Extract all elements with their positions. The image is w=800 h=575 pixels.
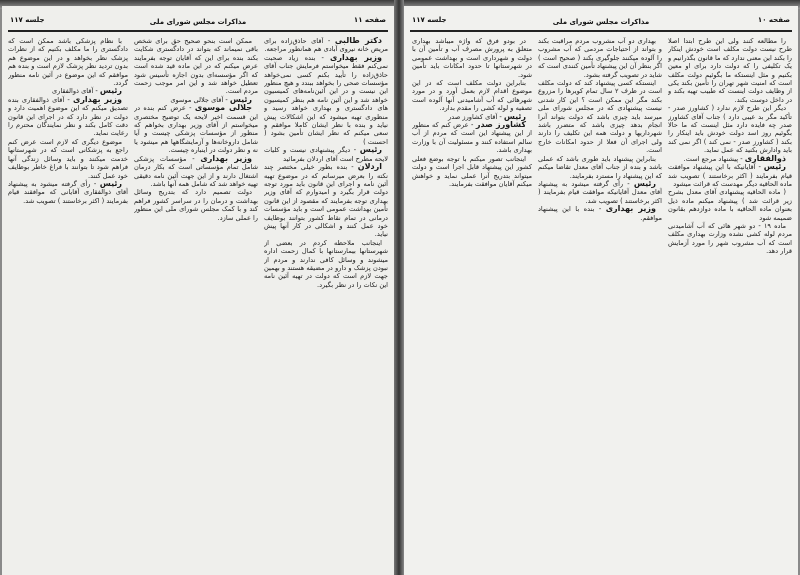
paragraph-text: اینجانب ملاحظه کردم در بعضی از شهرستانها بیمارستانها با کمال زحمت اداره میشوند و وسائل کافی ندارند و مردم از نبودن پزشک و دارو در مضیقه هستند و بهمین جهت لازم است که دولت در تهیه آئین نامه این نکات را در نظر بگیرد. [264,238,388,289]
paragraph [538,155,662,180]
paragraph [538,37,662,79]
paragraph-text: بنابراین پیشنهاد باید طوری باشد که عملی باشد و بنده از جناب آقای معدل تقاضا میکنم که این پیشنهاد را مسترد بفرمایند. [538,154,662,180]
session-number: جلسه ۱۱۷ [412,16,447,24]
paragraph-text: - رأی گرفته میشود به پیشنهاد آقای معدل آقایانیکه موافقت قیام بفرمایند ( اکثر برخاستند ) تصویب شد. [538,179,662,205]
speaker-name: رئیس [229,94,252,104]
book-gutter [394,0,404,575]
paragraph-text: - آقای جلالی موسوی [170,95,228,104]
paragraph-text: - پیشنهاد مرجع است. [683,154,743,163]
speaker-name: رئیس [503,111,526,121]
paragraph-text: موضوع دیگری که لازم است عرض کنم راجع به پزشکانی است که در شهرستانها خدمت میکنند و باید وسائل زندگی آنها فراهم شود تا بتوانند با فراغ خاطر بوظایف خود عمل کنند. [8,137,128,180]
paragraph [8,180,128,205]
paragraph [412,121,532,155]
right-page [404,6,798,575]
header-rule [410,30,792,32]
paragraph [134,188,258,222]
speaker-name: رئیس [99,86,122,96]
paragraph-text: ( ماده الحاقیه پیشنهادی آقای معدل بشرح زیر قرائت شد ) پیشنهاد میکنم ماده ذیل بعنوان ماده الحاقیه با ماده دوازدهم بقانون ضمیمه شود [668,188,792,222]
paragraph-text: - عرض کنم بنده در این قسمت اخیر لایحه یک توضیح مختصری میخواستم از آقای وزیر بهداری بخواهم که منظور از مؤسسات پزشکی چیست و آیا شامل داروخانه‌ها و آزمایشگاهها هم میشود یا نه و نظر دولت در اینباره چیست. [134,104,258,155]
paragraph [412,37,532,79]
text-column [8,37,128,571]
paragraph [264,37,388,54]
speaker-name: ذوالفقاری [744,153,786,163]
paragraph-text: - بنده با این پیشنهاد موافقم. [538,205,662,222]
paragraph-text: ماده ۱۹ - دو شهر هائی که آب آشامیدنی مردم لوله کشی نشده وزارت بهداری مکلف است که آب مشروب شهر را مورد آزمایش قرار دهد. [668,221,792,256]
speaker-name: وزیر بهداری [200,153,252,163]
running-title: مذاکرات مجلس شورای ملی [149,18,247,26]
paragraph-text: - آقای ذوالفقاری [51,87,98,96]
paragraph-text: را مطالعه کنند ولی این طرح ابتدا اصلا طرح نیست دولت مکلف است خودش اینکار را بکند این معنی ندارد که ما قانون بگذرانیم و یک تکلیفی را که دولت دارد برای او معین بکنیم و مثل اینستکه ما بگوئیم دولت مکلف است که امنیت شهر تهران را تأمین بکند یکی از وظایف دولت اینست که طبیب تهیه بکند و در داخل دوست بکند. [668,37,792,104]
speaker-name: وزیر بهداری [330,52,382,62]
paragraph-text: ممکن است بنحو صحیح حق برای شخص باقی نمیماند که بتواند در دادگستری شکایت بکند بنده برای این که آقایان توجه بفرمایند عرض میکنم که در این ماده قید شده است که اگر مؤسسه‌ای بدون اجازه تأسیس شود تعطیل خواهد شد و این امر موجب زحمت مردم است. [134,37,258,96]
speaker-name: اردلان [357,162,382,172]
paragraph-text: - عرض کنم که منظور از این پیشنهاد این است که مردم از آب سالم استفاده کنند و مسئولیت آن با وزارت بهداری باشد. [412,121,532,155]
paragraph [412,79,532,113]
paragraph [264,54,388,146]
page-number: صفحه ۱۱ [353,16,386,24]
session-number: جلسه ۱۱۷ [10,16,45,24]
paragraph [134,155,258,189]
speaker-name: رئیس [359,145,382,155]
running-title: مذاکرات مجلس شورای ملی [552,18,650,26]
paragraph [412,155,532,189]
page-number: صفحه ۱۰ [757,16,790,24]
paragraph-text: - آقایانیکه با این پیشنهاد موافقت قیام بفرمایند ( اکثر برخاستند ) تصویب شد ماده الحاقیه دیگر مهدست که قرائت میشود [668,163,792,188]
paragraph-text: بهداری دو آب مشروب مردم مراقبت بکند و بتواند از احتیاجات مردمی که آب مشروب را آلوده میکنند جلوگیری بکند ( صحیح است ) اگر بنظر آن این پیشنهاد تأمین کنندی است که شاید در تصویب گرفته بشود. [538,37,662,79]
paragraph [134,104,258,154]
paragraph-text: دولت تصمیم دارد که بتدریج وسائل بهداشت و درمان را در سراسر کشور فراهم کند و با کمک مجلس شورای ملی این منظور را عملی سازد. [134,188,258,222]
speaker-name: رئیس [763,162,786,172]
page-header [412,14,790,28]
text-column [668,37,792,571]
speaker-name: کشاورز صدر [475,120,526,130]
paragraph-text: - بنده بطور خیلی مختصر چند نکته را بعرض میرسانم که در موضوع تهیه آئین نامه و اجرای این قانون باید مورد توجه دولت قرار بگیرد و امیدوارم که آقای وزیر بهداری توجه بفرمایند که مقصود از این قانون تأمین بهداشت عمومی است و باید مؤسسات درمانی در تمام نقاط کشور بتوانند بوظایف خود عمل کنند و اشکالی در کار آنها پیش نیاید. [264,163,388,239]
paragraph [264,239,388,289]
speaker-name: وزیر بهداری [72,94,122,104]
paragraph [668,104,792,154]
paragraph-text: اینستکه کسی پیشنهاد کند که دولت مکلف است در ظرف ۲ سال تمام کویرها را مزروع بکند مگر این ممکن است ؟ این کار شدنی نیست پیشنهادی که در مجلس شورای ملی میرسد باید چیزی باشد که دولت بتواند آنرا انجام بدهد چیزی باشد که متضرر باشد شهرداریها و دولت همه این تکلیف را دارند ولی اجرای آن فعلا از حدود امکانات خارج است. [538,79,662,155]
text-column [538,37,662,571]
paragraph [538,79,662,155]
paragraph-text: دیگر این طرح لازم ندارد ( کشاورز صدر - تأکید مگر بد عیبی دارد ) جناب آقای کشاورز صدر چه فایده دارد مثل اینست که ما حالا بگوئیم روز اسد دولت خودش باید اینکار را بکند ( کشاورز صدر - نمی کند ) اگر نمی کند باید وادارش بکنید که عمل نماید. [668,104,792,155]
paragraph-text: - مؤسسات پزشکی شامل تمام مؤسساتی است که بکار درمان اشتغال دارند و از این جهت آئین نامه دقیقی تهیه خواهد شد که شامل همه آنها باشد. [134,154,258,188]
paragraph [264,163,388,239]
page-header [10,14,386,28]
speaker-name: رئیس [633,178,656,188]
left-page [2,6,394,575]
header-rule [8,30,388,32]
paragraph-text: اینجانب تصور میکنم با توجه بوضع فعلی کشور این پیشنهاد قابل اجرا است و دولت میتواند بتدریج آنرا عملی نماید و خواهش میکنم آقایان موافقت بفرمایند. [412,154,532,188]
text-column [412,37,532,571]
paragraph-text: - رأی گرفته میشود به پیشنهاد آقای ذوالفقاری آقایانی که موافقند قیام بفرمایند ( اکثر برخاستند ) تصویب شد. [8,179,128,205]
paragraph [538,205,662,222]
paragraph [538,180,662,205]
paragraph-text: - آقای حاذق‌زاده برای مریض خانه نیروی آبادی هم همانطور مراجعه. [264,37,388,54]
paragraph [668,163,792,188]
text-column [134,37,258,571]
paragraph-text: با نظام پزشکی باشد ممکن است که دادگستری را ما مکلف بکنیم که از نظرات پزشک نظر بخواهد و در این موضوع هم بدون تردید نظر پزشک لازم است و بنده هم موافقم که این موضوع در آئین نامه منظور گردد. [8,37,128,88]
paragraph [134,37,258,96]
paragraph-text: - آقای ذوالفقاری بنده تصدیق میکنم که این موضوع اهمیت دارد و دولت در نظر دارد که در اجرای این قانون دقت کامل بکند و نظر نمایندگان محترم را رعایت نماید. [8,95,128,138]
paragraph-text: - بنده زیاد صحبت نمی‌کنم فقط میخواستم فرمایش جناب آقای حاذق‌زاده را تأیید بکنم کسی نمی‌خواهد مؤسسات صحی را بخواهد ببندد و هیچ منظور این نیست و در این آئین‌نامه‌های کمیسیون خواهد شد و این آئین نامه هم بنظر کمیسیون های دادگستری و بهداری خواهد رسید و منظوری تهیه میشود که این اشکالات پیش نیاید و بنده با نظر ایشان کاملا موافقم و سعی میکنم که نظر ایشان تأمین بشود ( احسنت ) [264,53,388,146]
paragraph [8,96,128,138]
paragraph [264,146,388,163]
paragraph-text: - آقای کشاورز صدر [448,112,502,121]
paragraph [668,37,792,104]
paragraph-text: بنابراین دولت مکلف است که در این موضوع اقدام لازم بعمل آورد و در مورد شهرهائی که آب آشامیدنی آنها آلوده است تصفیه و لوله کشی را مقدم بدارد. [412,79,532,113]
paragraph [668,188,792,222]
speaker-name: وزیر بهداری [605,204,656,214]
text-column [264,37,388,571]
speaker-name: جلالی موسوی [194,103,252,113]
paragraph-text: در بودو فرق که واژه میباشد بهداری متعلق به پرورش مصرف آب و تأمین آن با دولت و شهرداری است و بهداشت عمومی در شهرستانها تا حدود امکانات باید تأمین شود. [412,37,532,79]
paragraph [8,138,128,180]
paragraph [668,222,792,256]
speaker-name: دکتر طالبی [334,37,382,45]
paragraph-text: - دیگر پیشنهادی نیست و کلیات لایحه مطرح است آقای اردلان بفرمائید [264,146,388,163]
paragraph [8,37,128,87]
speaker-name: رئیس [99,178,122,188]
